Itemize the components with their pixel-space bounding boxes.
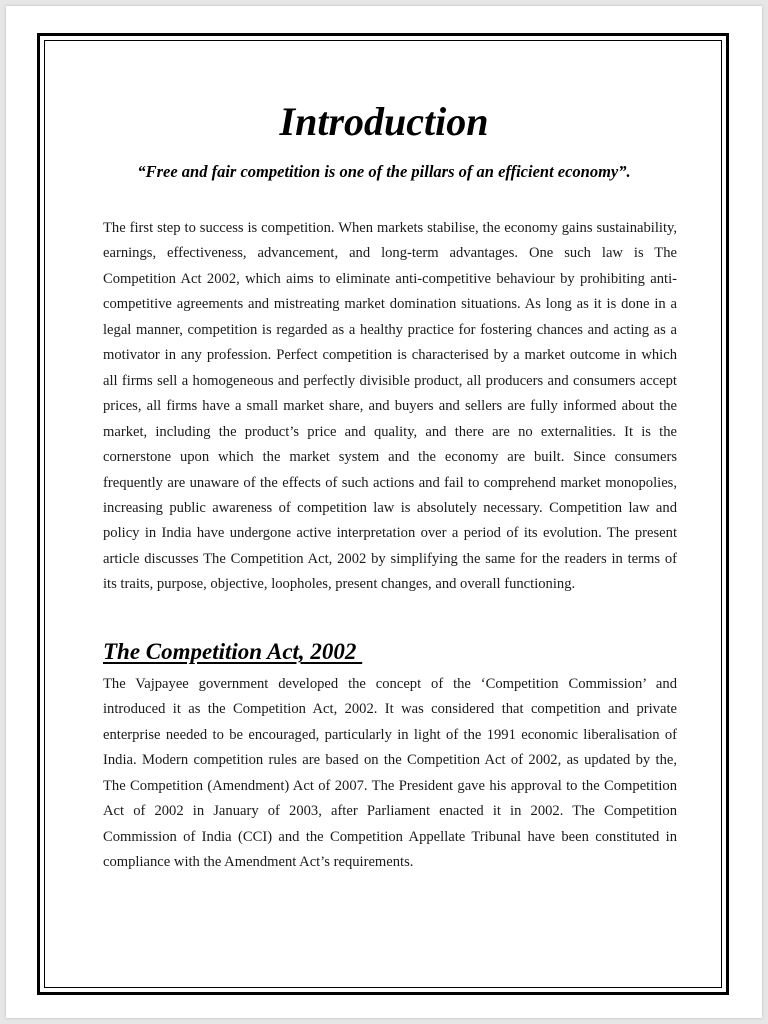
section-heading: The Competition Act, 2002 <box>103 639 363 664</box>
page-title: Introduction <box>279 99 489 144</box>
section-paragraph: The Vajpayee government developed the concept of the ‘Competition Commission’ and introduced it as the Competition Act, 2002. It was considered that competition and private enterprise needed to be encouraged, particularly in light of the 1991 economic liberalisation of India. Modern competition rules are based on the Competition Act of 2002, as updated by the, The Competition (Amendment) Act of 2007. The President gave his approval to the Competition Act of 2002 in January of 2003, after Parliament enacted it in 2002. The Competition Commission of India (CCI) and the Competition Appellate Tribunal have been constituted in compliance with the Amendment Act’s requirements. <box>103 676 677 871</box>
document-page <box>6 6 762 1018</box>
epigraph-quote: “Free and fair competition is one of the pillars of an efficient economy”. <box>137 162 631 181</box>
intro-paragraph: The first step to success is competition. When markets stabilise, the economy gains sustainability, earnings, effectiveness, advancement, and long-term advantages. One such law is The Competition Act 2002, which aims to eliminate anti-competitive behaviour by prohibiting anti-competitive agreements and mistreating market domination situations. As long as it is done in a legal manner, competition is regarded as a healthy practice for fostering chances and acting as a motivator in any profession. Perfect competition is characterised by a market outcome in which all firms sell a homogeneous and perfectly divisible product, all producers and consumers accept prices, all firms have a small market share, and buyers and sellers are fully informed about the market, including the product’s price and quality, and there are no externalities. It is the cornerstone upon which the market system and the economy are built. Since consumers frequently are unaware of the effects of such actions and fail to comprehend market monopolies, increasing public awareness of competition law is absolutely necessary. Competition law and policy in India have undergone active interpretation over a period of its evolution. The present article discusses The Competition Act, 2002 by simplifying the same for the readers in terms of its traits, purpose, objective, loopholes, present changes, and overall functioning. <box>103 220 677 593</box>
